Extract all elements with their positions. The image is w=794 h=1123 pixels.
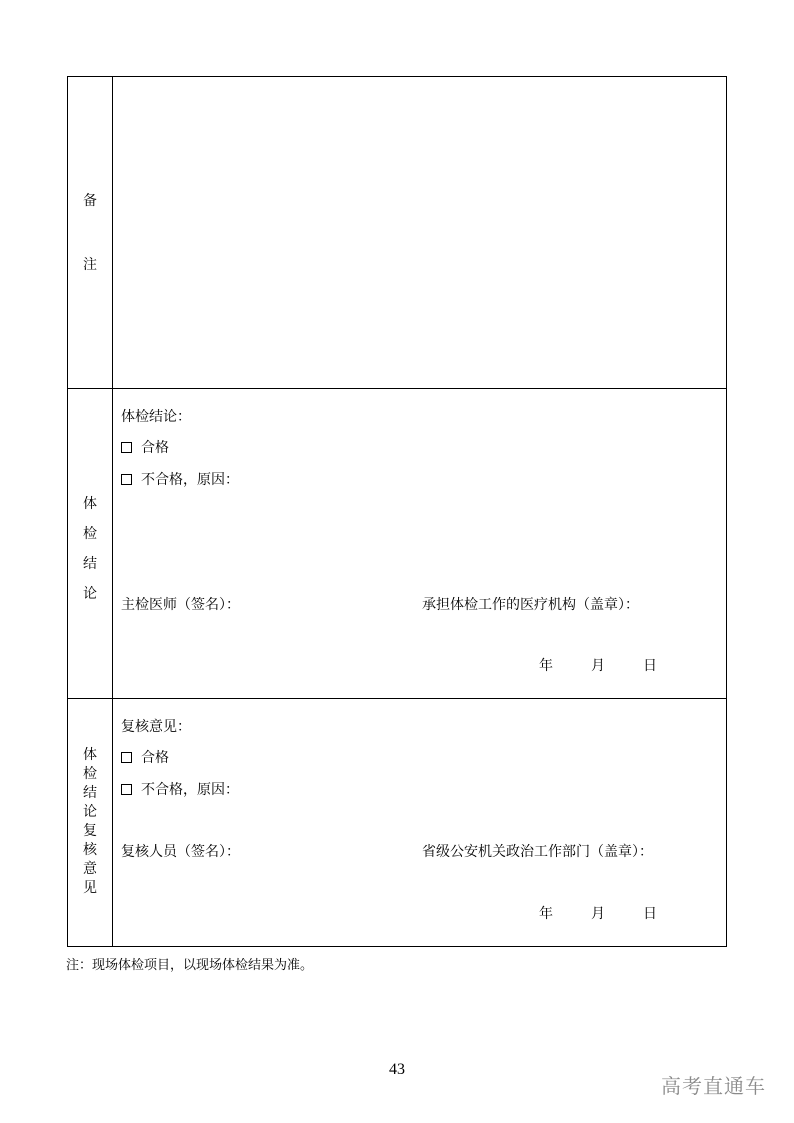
institution-seal-label: 承担体检工作的医疗机构（盖章）： (422, 597, 639, 613)
pass-checkbox[interactable] (121, 442, 132, 453)
fail-option-label: 不合格，原因： (141, 472, 239, 488)
review-label-char: 复 (83, 823, 97, 839)
date-day-label: 日 (643, 658, 657, 674)
review-pass-label: 合格 (141, 750, 169, 766)
exam-conclusion-label-char: 论 (83, 586, 97, 602)
review-label-char: 见 (83, 880, 97, 896)
remarks-content-area[interactable] (113, 77, 726, 388)
review-label-cell (68, 699, 113, 946)
physical-exam-form-table (67, 76, 727, 947)
date-month-label: 月 (591, 658, 605, 674)
review-title: 复核意见： (121, 719, 191, 735)
remarks-label-cell (68, 77, 113, 388)
exam-conclusion-label-cell (68, 389, 113, 698)
review-date-year-label: 年 (539, 906, 553, 922)
fail-checkbox[interactable] (121, 474, 132, 485)
exam-conclusion-label-char: 结 (83, 556, 97, 572)
exam-conclusion-label-char: 检 (83, 526, 97, 542)
remarks-row (68, 77, 726, 389)
page-number: 43 (389, 1061, 405, 1078)
exam-conclusion-title: 体检结论： (121, 409, 191, 425)
department-seal-label: 省级公安机关政治工作部门（盖章）： (422, 844, 653, 860)
exam-conclusion-row (68, 389, 726, 699)
review-date-month-label: 月 (591, 906, 605, 922)
reviewer-signature-label: 复核人员（签名）： (121, 844, 240, 860)
date-year-label: 年 (539, 658, 553, 674)
review-fail-option[interactable] (121, 779, 239, 799)
review-label-char: 检 (83, 766, 97, 782)
review-label-char: 论 (83, 804, 97, 820)
review-label-char: 意 (83, 861, 97, 877)
review-content (113, 699, 726, 946)
review-pass-checkbox[interactable] (121, 752, 132, 763)
footnote: 注：现场体检项目，以现场体检结果为准。 (66, 958, 314, 973)
remarks-label-char: 注 (83, 257, 97, 273)
review-label-char: 结 (83, 785, 97, 801)
exam-fail-option[interactable] (121, 469, 239, 489)
exam-pass-option[interactable] (121, 437, 169, 457)
exam-conclusion-label (68, 489, 112, 609)
review-fail-checkbox[interactable] (121, 784, 132, 795)
review-label-char: 体 (83, 747, 97, 763)
doctor-signature-label: 主检医师（签名）： (121, 597, 240, 613)
remarks-label-char: 备 (83, 193, 97, 209)
watermark: 高考直通车 (661, 1074, 766, 1098)
remarks-label (68, 190, 112, 274)
review-fail-label: 不合格，原因： (141, 782, 239, 798)
review-pass-option[interactable] (121, 747, 169, 767)
exam-conclusion-label-char: 体 (83, 496, 97, 512)
review-label-char: 核 (83, 842, 97, 858)
review-row (68, 699, 726, 946)
review-label (68, 746, 112, 898)
exam-conclusion-content (113, 389, 726, 698)
pass-option-label: 合格 (141, 440, 169, 456)
review-date-day-label: 日 (643, 906, 657, 922)
